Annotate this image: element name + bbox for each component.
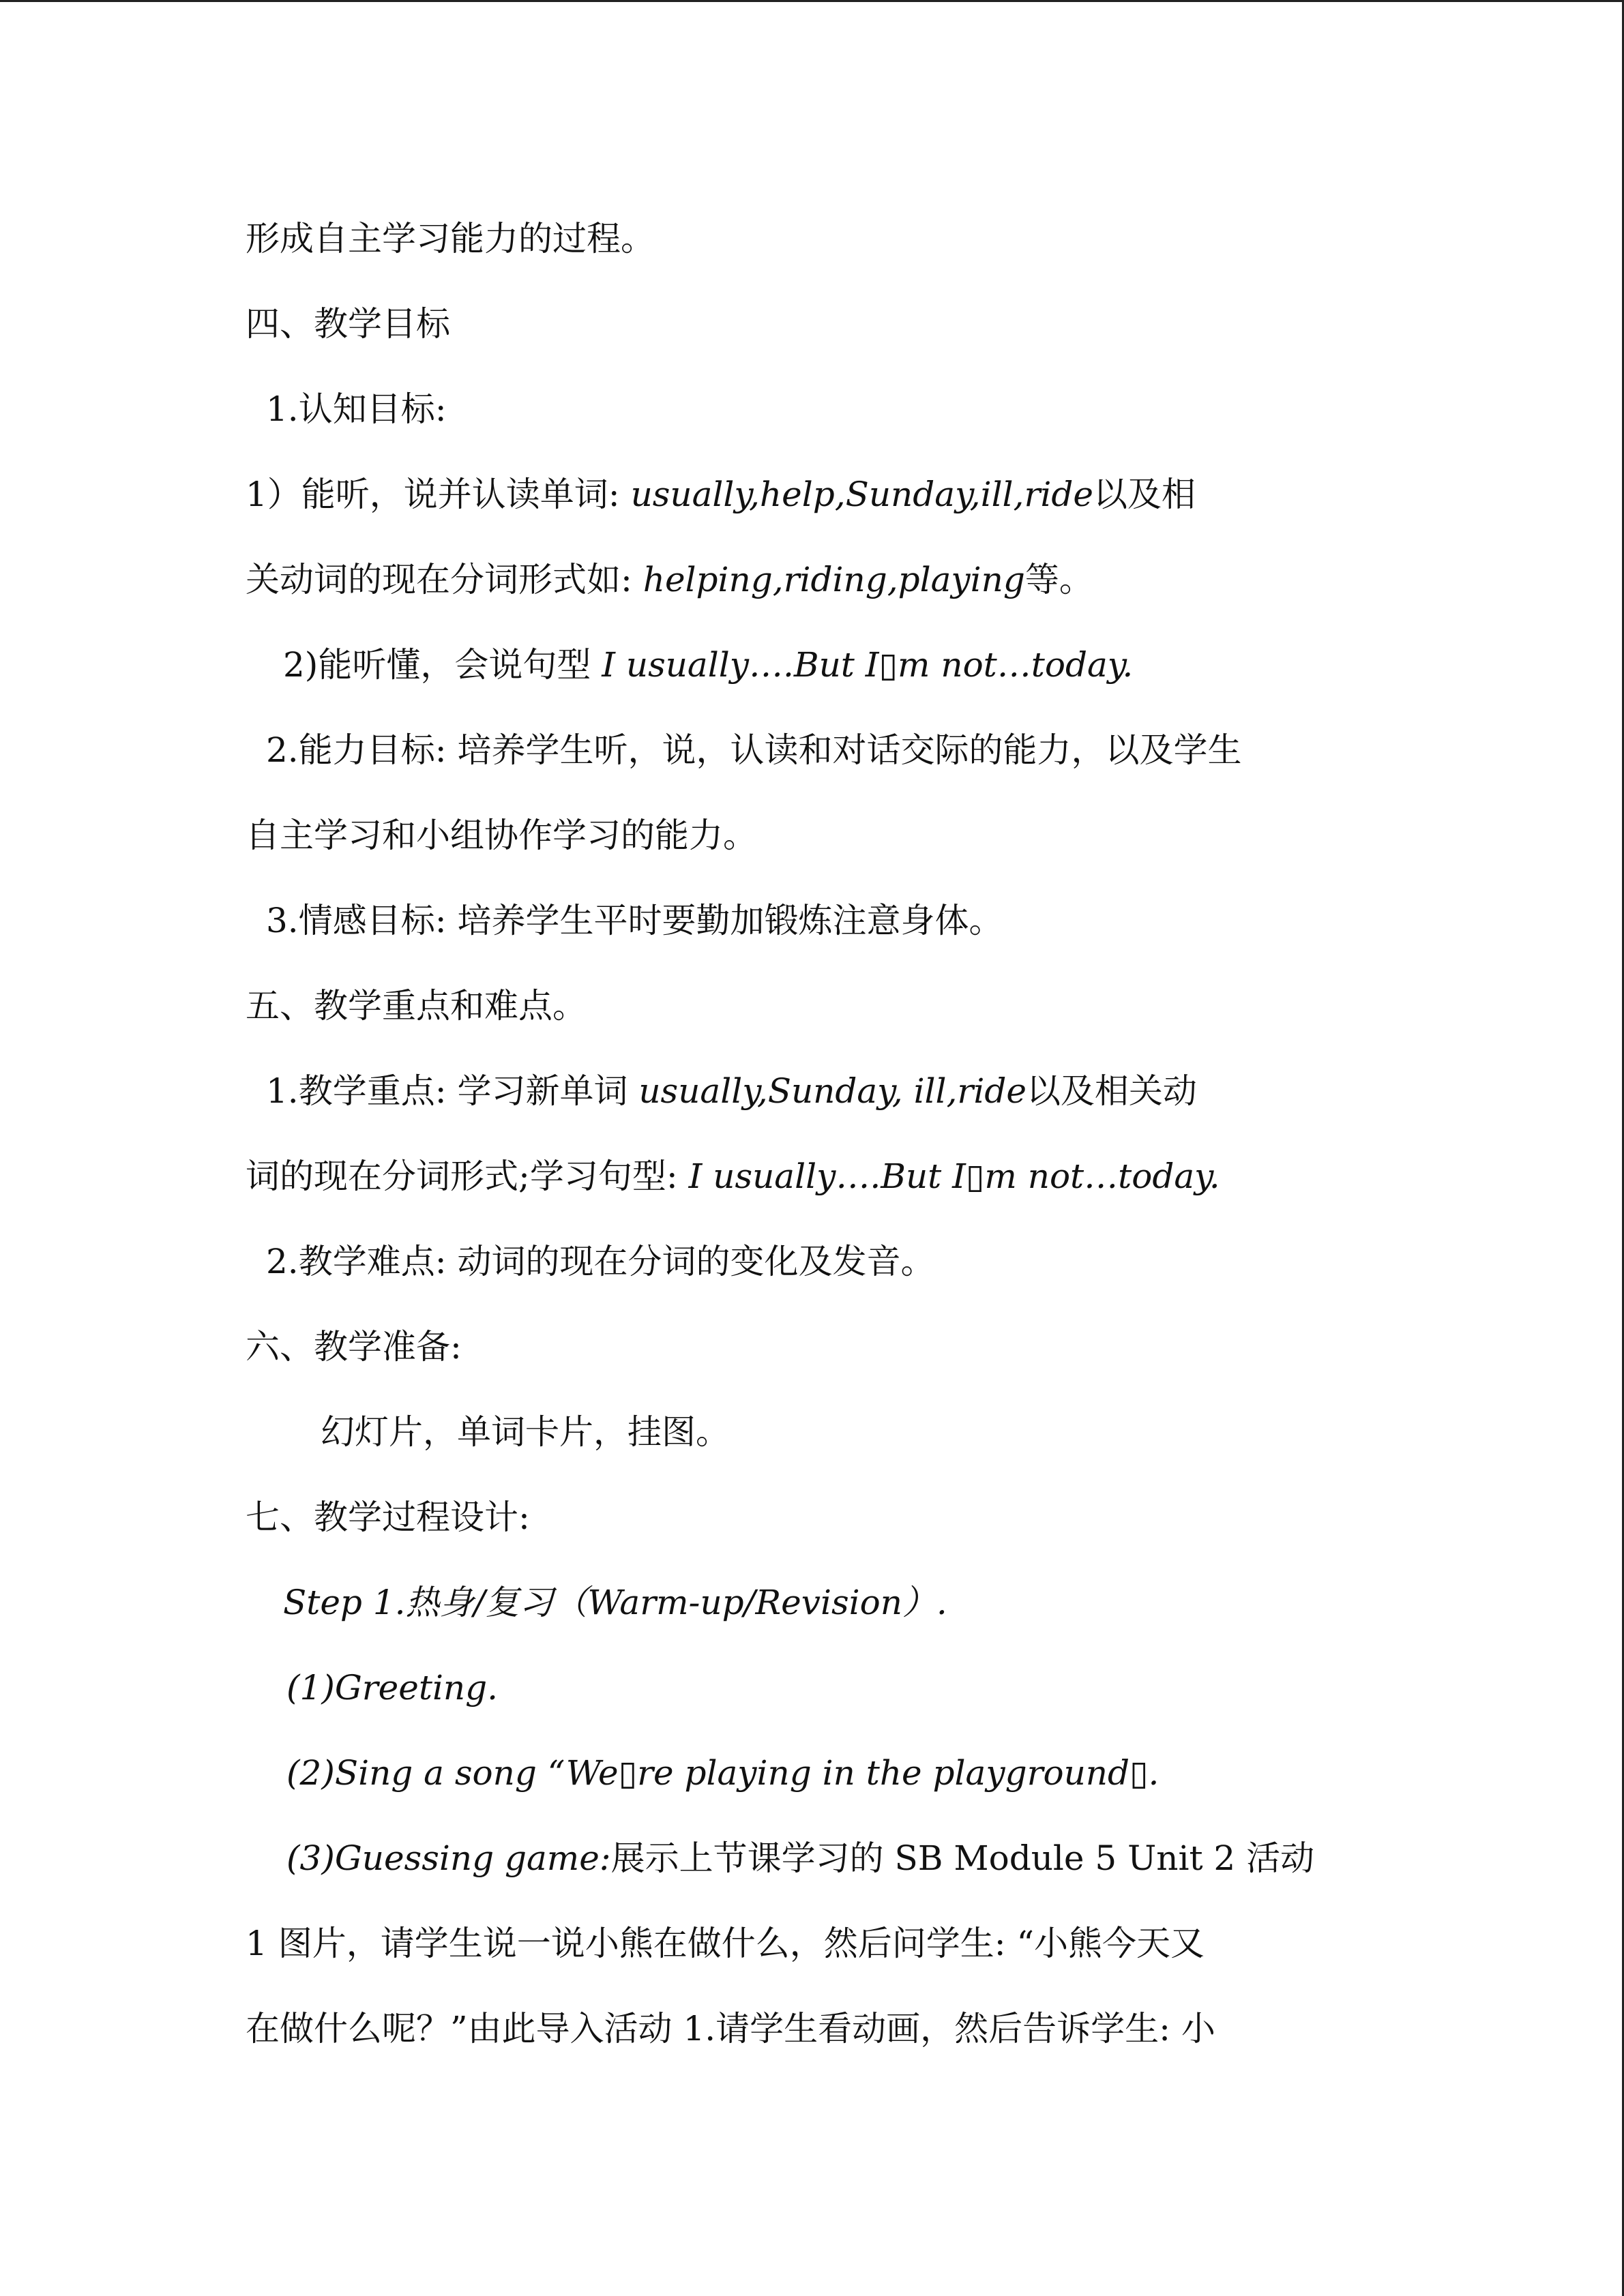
paragraph-line [266,1240,934,1283]
heading-text: 四、教学目标 [246,304,450,344]
line-text: 等。 [1024,560,1093,599]
line-text: 以及相关动 [1026,1071,1197,1111]
line-text: 1 图片，请学生说一说小熊在做什么，然后问学生: “小熊今天又 [246,1924,1205,1963]
line-text: 词的现在分词形式;学习句型: [246,1157,689,1196]
line-text: 幻灯片，单词卡片，挂图。 [321,1412,730,1452]
line-text: 自主学习和小组协作学习的能力。 [246,816,757,855]
paragraph-line [321,1410,730,1454]
subheading-emotion [266,899,1003,942]
heading-text: 七、教学过程设计: [246,1497,530,1537]
vocab-words: usually,Sunday, ill,ride [638,1071,1027,1111]
subheading-ability [266,728,1241,772]
step-heading [283,1581,947,1624]
heading-text: 六、教学准备: [246,1327,462,1367]
line-text: 形成自主学习能力的过程。 [246,219,655,258]
line-text: 3.情感目标: 培养学生平时要勤加锻炼注意身体。 [266,901,1003,940]
line-text: 2)能听懂，会说句型 [283,645,602,685]
line-text: 以及相 [1093,475,1196,514]
subheading-cognitive [266,387,447,431]
paragraph-line [246,2007,1215,2051]
vocab-words: usually,help,Sunday,ill,ride [630,475,1093,514]
line-text: (1)Greeting. [286,1668,499,1708]
section-heading-objectives [246,302,450,346]
line-text: 1）能听，说并认读单词: [246,475,631,514]
step-item [286,1751,1159,1795]
line-text: 在做什么呢？”由此导入活动 1.请学生看动画，然后告诉学生: 小 [246,2009,1215,2048]
participle-words: helping,riding,playing [643,560,1025,599]
paragraph-line [246,1922,1205,1965]
heading-text: 五、教学重点和难点。 [246,986,587,1026]
paragraph-line [246,558,1093,601]
sentence-pattern: I usually….But I▯m not…today. [688,1157,1220,1196]
step-item [286,1666,498,1710]
line-text: (2)Sing a song “We▯re playing in the playground▯. [286,1753,1160,1793]
step-item [286,1836,1314,1880]
paragraph-line [266,1069,1197,1113]
line-text: 1.认知目标: [266,389,447,429]
line-text: 展示上节课学习的 SB Module 5 Unit 2 活动 [610,1838,1315,1878]
paragraph-line [246,814,757,857]
line-text: (3)Guessing game: [286,1838,611,1878]
line-text: 2.能力目标: 培养学生听，说，认读和对话交际的能力，以及学生 [266,730,1242,770]
paragraph-line [246,473,1196,516]
section-heading-process [246,1495,530,1539]
paragraph-line [246,1154,1220,1198]
section-heading-preparation [246,1325,462,1369]
sentence-pattern: I usually….But I▯m not…today. [602,645,1134,685]
line-text: 2.教学难点: 动词的现在分词的变化及发音。 [266,1242,935,1281]
section-heading-key-points [246,984,587,1028]
line-text: Step 1.热身/复习（Warm-up/Revision）. [283,1583,947,1622]
paragraph-line [246,217,655,260]
paragraph-line [283,643,1133,687]
line-text: 关动词的现在分词形式如: [246,560,643,599]
line-text: 1.教学重点: 学习新单词 [266,1071,639,1111]
